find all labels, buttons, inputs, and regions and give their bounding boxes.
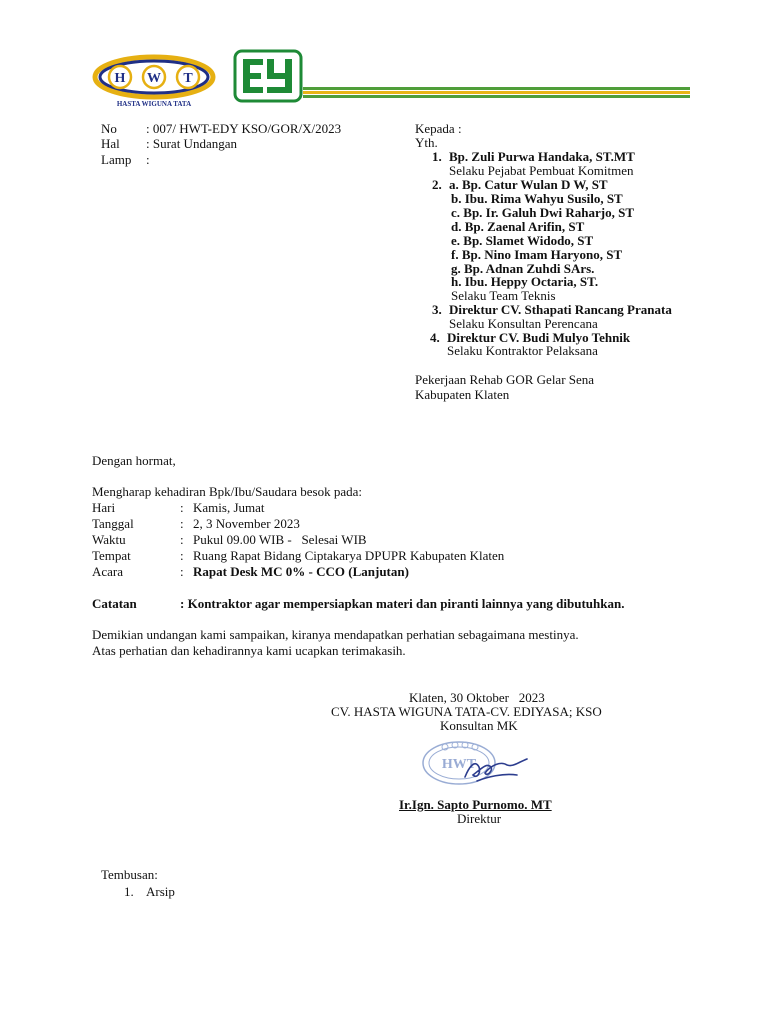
signatory-role: Konsultan MK — [440, 718, 518, 733]
recipient-1-name: Bp. Zuli Purwa Handaka, ST.MT — [449, 149, 635, 164]
lamp-value: : — [146, 152, 150, 167]
hal-label: Hal — [101, 136, 120, 151]
tempat-label: Tempat — [92, 548, 131, 563]
recipient-4-name: Direktur CV. Budi Mulyo Tehnik — [447, 330, 631, 345]
recipient-3-num: 3. — [432, 302, 442, 317]
waktu-sep: : — [180, 532, 184, 547]
recipient-4-role: Selaku Kontraktor Pelaksana — [447, 343, 598, 358]
hwt-logo — [92, 54, 216, 110]
acara-label: Acara — [92, 564, 124, 579]
kepada-label: Kepada : — [415, 121, 462, 136]
signatory-name: Ir.Ign. Sapto Purnomo. MT — [399, 797, 552, 812]
recipient-3 — [432, 302, 672, 317]
note-label: Catatan — [92, 596, 137, 611]
recipient-2h: h. Ibu. Heppy Octaria, ST. — [451, 274, 599, 289]
note-value: : Kontraktor agar mempersiapkan materi dan piranti lainnya yang dibutuhkan. — [180, 596, 625, 611]
stamp-text: HWT — [441, 757, 477, 772]
cc-item-1: Arsip — [146, 884, 175, 899]
hal-value: : Surat Undangan — [146, 136, 237, 151]
recipient-2b: b. Ibu. Rima Wahyu Susilo, ST — [451, 191, 623, 206]
no-label: No — [101, 121, 117, 136]
tanggal-sep: : — [180, 516, 184, 531]
recipient-3-role: Selaku Konsultan Perencana — [449, 316, 598, 331]
hari-label: Hari — [92, 500, 116, 515]
recipient-3-name: Direktur CV. Sthapati Rancang Pranata — [449, 302, 672, 317]
recipient-2f: f. Bp. Nino Imam Haryono, ST — [451, 247, 623, 262]
greeting: Dengan hormat, — [92, 453, 176, 468]
acara-sep: : — [180, 564, 184, 579]
hwt-letter-t: T — [183, 71, 193, 86]
hwt-letter-h: H — [114, 71, 126, 86]
project-line-2: Kabupaten Klaten — [415, 387, 510, 402]
recipient-2d: d. Bp. Zaenal Arifin, ST — [451, 219, 585, 234]
cc-item-num: 1. — [124, 884, 134, 899]
intro-text: Mengharap kehadiran Bpk/Ibu/Saudara besok pada: — [92, 484, 363, 499]
ey-logo — [233, 49, 303, 103]
closing-line-1: Demikian undangan kami sampaikan, kiranya mendapatkan perhatian sebagaimana mestinya. — [92, 627, 579, 642]
recipient-1-role: Selaku Pejabat Pembuat Komitmen — [449, 163, 634, 178]
tanggal-value: 2, 3 November 2023 — [193, 516, 300, 531]
recipient-1 — [432, 149, 635, 164]
acara-value: Rapat Desk MC 0% - CCO (Lanjutan) — [193, 564, 409, 579]
no-value: : 007/ HWT-EDY KSO/GOR/X/2023 — [146, 121, 342, 136]
recipient-2e: e. Bp. Slamet Widodo, ST — [451, 233, 594, 248]
tempat-sep: : — [180, 548, 184, 563]
company-stamp-and-signature — [417, 737, 537, 787]
company-name: CV. HASTA WIGUNA TATA-CV. EDIYASA; KSO — [331, 704, 602, 719]
recipient-4-num: 4. — [430, 330, 440, 345]
recipient-2-role: Selaku Team Teknis — [451, 288, 556, 303]
recipient-2a: a. Bp. Catur Wulan D W, ST — [449, 177, 608, 192]
recipient-1-num: 1. — [432, 149, 442, 164]
tanggal-label: Tanggal — [92, 516, 134, 531]
project-line-1: Pekerjaan Rehab GOR Gelar Sena — [415, 372, 595, 387]
hari-sep: : — [180, 500, 184, 515]
hwt-caption: HASTA WIGUNA TATA — [116, 100, 192, 108]
yth-label: Yth. — [415, 135, 438, 150]
header-stripes — [303, 87, 690, 99]
signatory-title: Direktur — [457, 811, 502, 826]
place-date: Klaten, 30 Oktober 2023 — [409, 690, 545, 705]
lamp-label: Lamp — [101, 152, 132, 167]
recipient-2c: c. Bp. Ir. Galuh Dwi Raharjo, ST — [451, 205, 634, 220]
recipient-2g: g. Bp. Adnan Zuhdi SArs. — [451, 261, 595, 276]
closing-line-2: Atas perhatian dan kehadirannya kami ucapkan terimakasih. — [92, 643, 406, 658]
hwt-letter-w: W — [147, 71, 161, 86]
waktu-label: Waktu — [92, 532, 126, 547]
waktu-value: Pukul 09.00 WIB - Selesai WIB — [193, 532, 367, 547]
hari-value: Kamis, Jumat — [193, 500, 265, 515]
cc-label: Tembusan: — [101, 867, 158, 882]
tempat-value: Ruang Rapat Bidang Ciptakarya DPUPR Kabupaten Klaten — [193, 548, 505, 563]
recipient-2-num: 2. — [432, 177, 442, 192]
